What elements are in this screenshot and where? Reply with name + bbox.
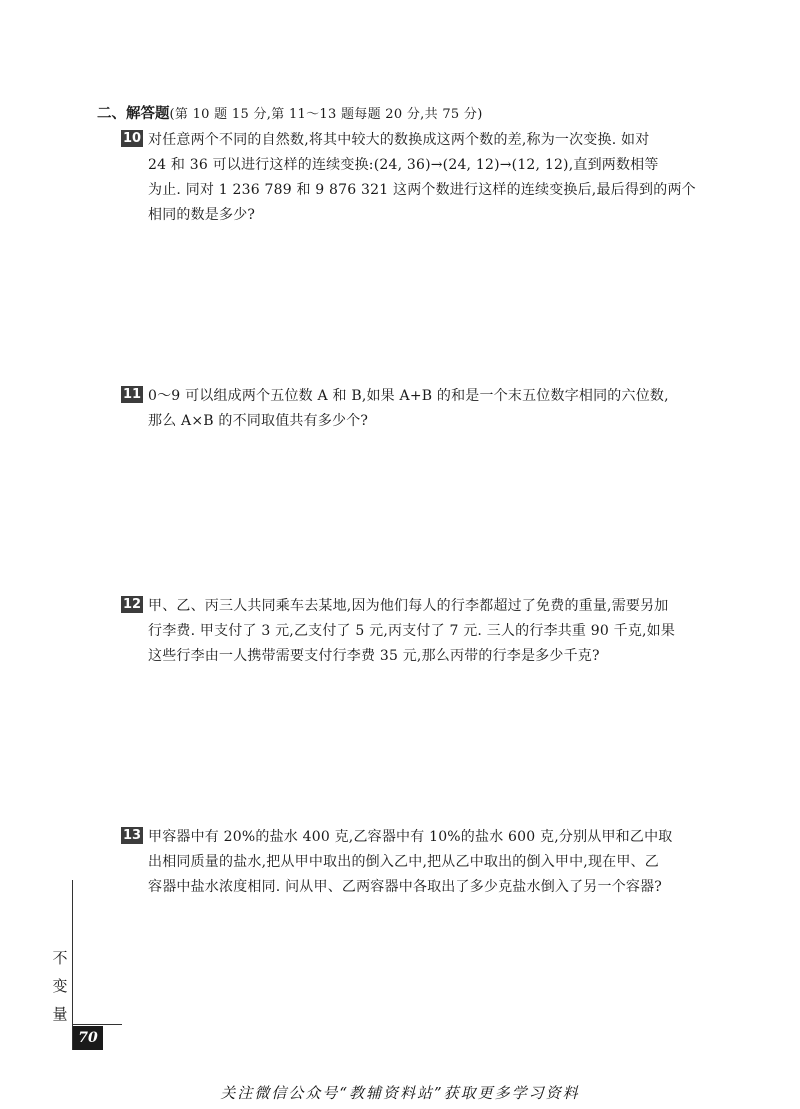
question-number-badge: 10 bbox=[123, 131, 142, 146]
page-number-rule bbox=[72, 1024, 122, 1025]
side-label-char: 变 bbox=[52, 977, 68, 995]
section-title: 二、解答题 bbox=[97, 106, 170, 122]
question-text bbox=[148, 128, 718, 228]
question-line: 24 和 36 可以进行这样的连续变换:(24, 36)→(24, 12)→(12, 12),直到两数相等 bbox=[148, 157, 659, 173]
question-number-badge: 12 bbox=[123, 597, 142, 612]
question-line: 那么 A×B 的不同取值共有多少个? bbox=[148, 413, 369, 429]
question-line: 为止. 同对 1 236 789 和 9 876 321 这两个数进行这样的连续变换后,最后得到的两个 bbox=[148, 182, 696, 198]
question-text bbox=[148, 384, 718, 434]
side-label-char: 不 bbox=[52, 949, 68, 967]
side-label-char: 量 bbox=[52, 1005, 68, 1023]
page-number: 70 bbox=[73, 1026, 103, 1050]
section-header bbox=[97, 104, 737, 125]
question-line: 容器中盐水浓度相同. 问从甲、乙两容器中各取出了多少克盐水倒入了另一个容器? bbox=[148, 879, 663, 895]
question-line: 甲、乙、丙三人共同乘车去某地,因为他们每人的行李都超过了免费的重量,需要另加 bbox=[148, 598, 669, 614]
question-line: 0～9 可以组成两个五位数 A 和 B,如果 A+B 的和是一个末五位数字相同的六位数, bbox=[148, 388, 669, 404]
question-line: 行李费. 甲支付了 3 元,乙支付了 5 元,丙支付了 7 元. 三人的行李共重 90 千克,如果 bbox=[148, 623, 676, 639]
question-line: 甲容器中有 20%的盐水 400 克,乙容器中有 10%的盐水 600 克,分别从甲和乙中取 bbox=[148, 829, 673, 845]
question-number-badge: 11 bbox=[123, 387, 142, 402]
question-number-badge: 13 bbox=[123, 828, 142, 843]
question-line: 出相同质量的盐水,把从甲中取出的倒入乙中,把从乙中取出的倒入甲中,现在甲、乙 bbox=[148, 854, 659, 870]
question-line: 这些行李由一人携带需要支付行李费 35 元,那么丙带的行李是多少千克? bbox=[148, 648, 600, 664]
footer-notice: 关注微信公众号“教辅资料站”获取更多学习资料 bbox=[220, 1084, 580, 1102]
side-label bbox=[51, 944, 69, 1028]
question-line: 相同的数是多少? bbox=[148, 207, 256, 223]
question-line: 对任意两个不同的自然数,将其中较大的数换成这两个数的差,称为一次变换. 如对 bbox=[148, 132, 650, 148]
section-score-note: (第 10 题 15 分,第 11～13 题每题 20 分,共 75 分) bbox=[169, 107, 483, 122]
question-text bbox=[148, 594, 718, 669]
question-text bbox=[148, 825, 718, 900]
